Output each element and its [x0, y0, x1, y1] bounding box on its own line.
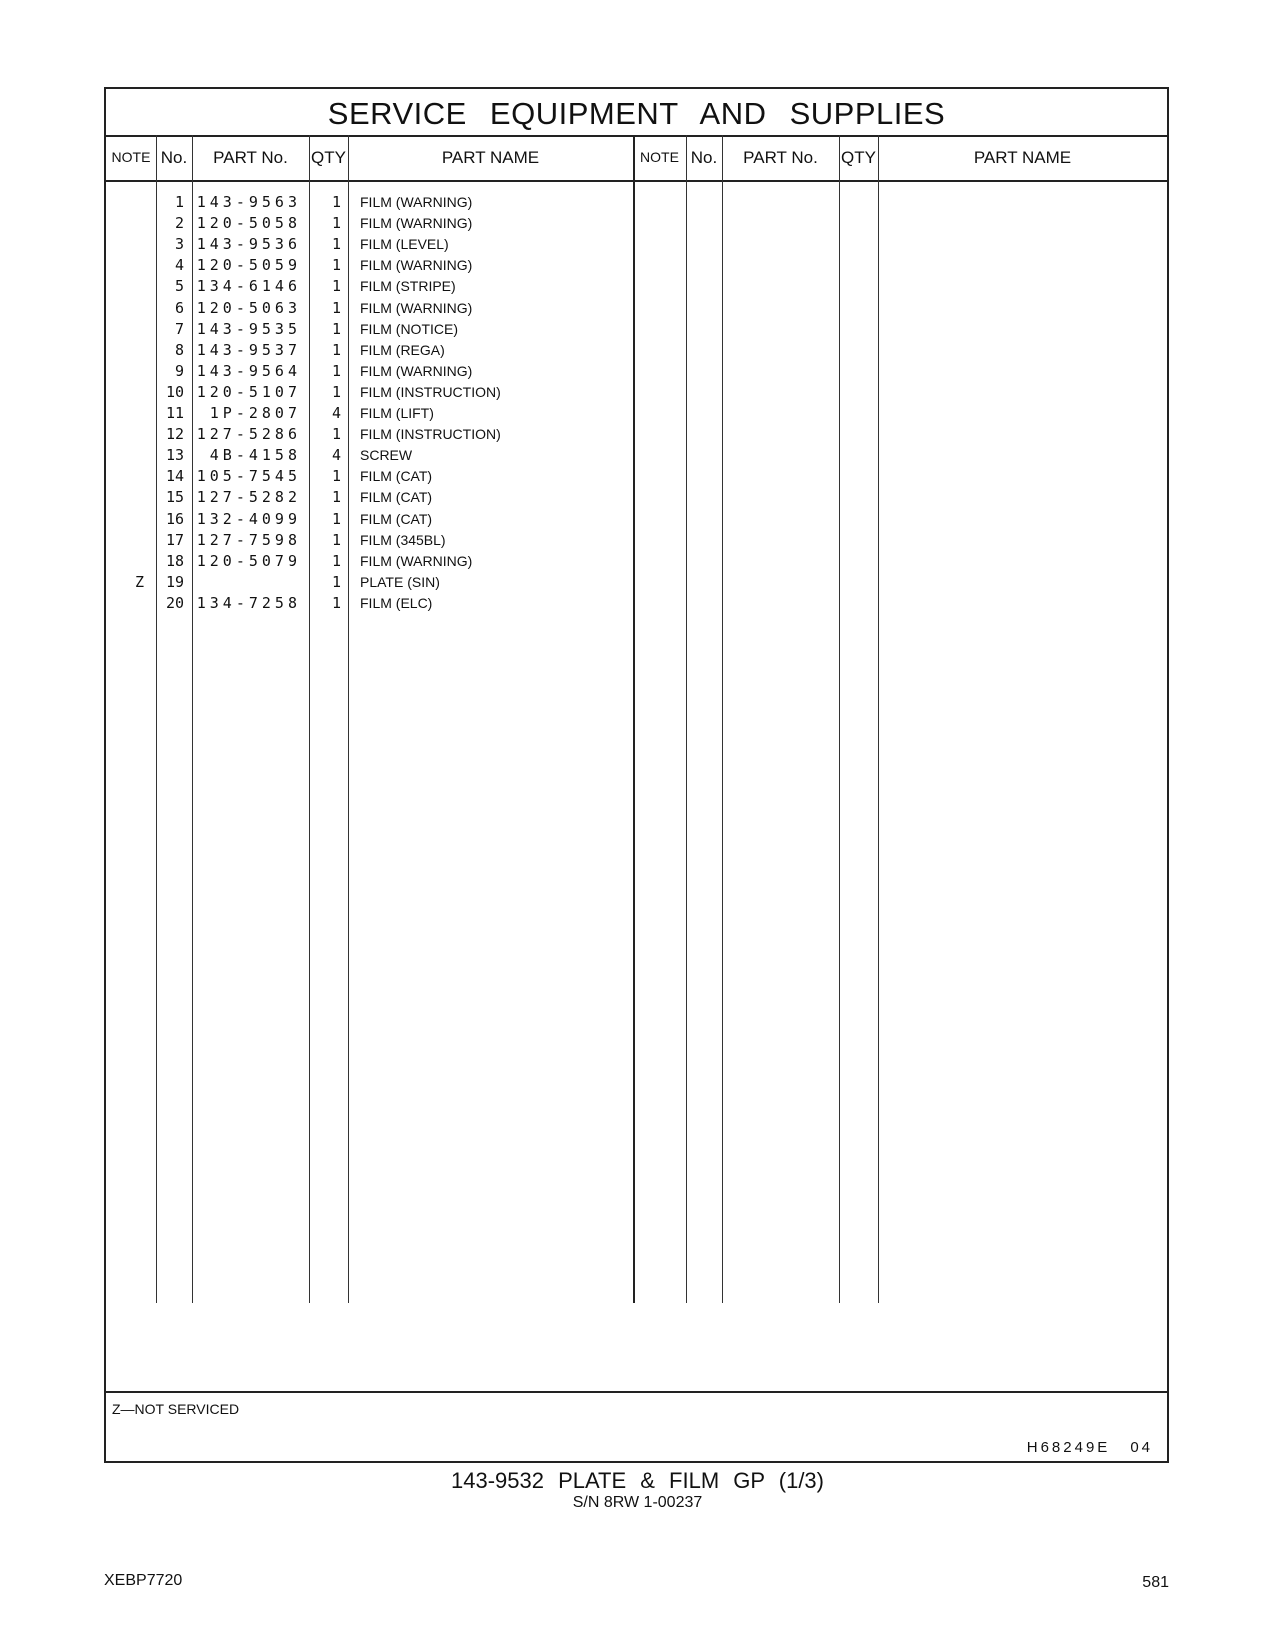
- row-part-name: FILM (CAT): [360, 468, 433, 485]
- row-part-name: FILM (WARNING): [360, 215, 473, 232]
- table-row: [106, 510, 1167, 532]
- table-row: [106, 404, 1167, 426]
- row-quantity: 1: [331, 319, 341, 338]
- row-part-name: FILM (INSTRUCTION): [360, 383, 501, 400]
- row-number: 12: [165, 425, 184, 444]
- row-part-name: FILM (345BL): [360, 531, 446, 548]
- header-note-right: NOTE: [640, 149, 679, 165]
- row-part-number: 143-9537: [196, 340, 301, 359]
- table-row: [106, 214, 1167, 236]
- row-number: 20: [165, 593, 184, 612]
- row-number: 9: [174, 361, 184, 380]
- row-note: Z: [134, 572, 144, 591]
- row-quantity: 4: [331, 404, 341, 422]
- header-qty-left: QTY: [311, 148, 346, 167]
- row-number: 1: [174, 193, 184, 211]
- row-number: 11: [165, 404, 184, 422]
- table-row: [106, 552, 1167, 574]
- row-part-number: 143-9564: [196, 361, 301, 380]
- row-number: 6: [174, 298, 184, 317]
- row-part-name: FILM (WARNING): [360, 552, 473, 569]
- table-row: [106, 341, 1167, 363]
- group-caption: 143-9532 PLATE & FILM GP (1/3): [450, 1468, 824, 1493]
- row-quantity: 1: [331, 340, 341, 359]
- row-part-number: 1P-2807: [209, 404, 301, 422]
- header-note-left: NOTE: [111, 149, 151, 165]
- row-number: 18: [165, 551, 184, 570]
- footnote: Z—NOT SERVICED: [112, 1401, 240, 1417]
- drawing-number: H68249E: [1026, 1439, 1111, 1456]
- header-part-no-right: PART No.: [743, 148, 818, 167]
- serial-range: S/N 8RW 1-00237: [572, 1494, 703, 1511]
- row-quantity: 1: [331, 193, 341, 211]
- row-part-name: FILM (WARNING): [360, 257, 473, 274]
- row-number: 2: [174, 214, 184, 233]
- drawing-reference: [1007, 1439, 1153, 1456]
- row-quantity: 1: [331, 298, 341, 317]
- row-part-number: 143-9536: [196, 235, 301, 254]
- header-qty-right: QTY: [841, 148, 876, 167]
- page-title: SERVICE EQUIPMENT AND SUPPLIES: [106, 89, 1167, 137]
- header-part-name-right: PART NAME: [973, 148, 1072, 167]
- table-row: [106, 299, 1167, 321]
- row-part-number: 120-5079: [196, 551, 301, 570]
- row-number: 8: [174, 340, 184, 359]
- document-id: XEBP7720: [104, 1572, 183, 1589]
- row-quantity: 1: [331, 593, 341, 612]
- row-part-name: FILM (CAT): [360, 510, 433, 527]
- row-part-name: FILM (INSTRUCTION): [360, 426, 501, 443]
- row-part-name: FILM (WARNING): [360, 362, 473, 379]
- row-number: 14: [165, 467, 184, 486]
- row-number: 4: [174, 256, 184, 275]
- row-part-number: 120-5059: [196, 256, 301, 275]
- table-row: [106, 362, 1167, 384]
- parts-table-frame: [104, 87, 1169, 1463]
- table-row: [106, 383, 1167, 405]
- table-row: [106, 573, 1167, 595]
- table-row: [106, 446, 1167, 468]
- row-number: 15: [165, 488, 184, 507]
- row-part-name: PLATE (SIN): [360, 573, 440, 590]
- row-part-number: 4B-4158: [209, 446, 301, 465]
- row-part-number: 143-9535: [196, 319, 301, 338]
- row-quantity: 1: [331, 361, 341, 380]
- row-part-name: FILM (ELC): [360, 594, 433, 611]
- table-row: [106, 256, 1167, 278]
- row-number: 16: [165, 509, 184, 528]
- page-number: 581: [1142, 1574, 1169, 1591]
- row-quantity: 1: [331, 572, 341, 591]
- header-no-right: No.: [690, 148, 718, 167]
- row-part-number: 127-5282: [196, 488, 301, 507]
- row-part-name: FILM (NOTICE): [360, 320, 458, 337]
- row-part-number: 120-5058: [196, 214, 301, 233]
- row-part-number: 143-9563: [196, 193, 301, 211]
- row-part-number: 132-4099: [196, 509, 301, 528]
- row-part-number: 105-7545: [196, 467, 301, 486]
- table-row: [106, 320, 1167, 342]
- row-quantity: 1: [331, 488, 341, 507]
- header-no-left: No.: [160, 148, 188, 167]
- table-row: [106, 467, 1167, 489]
- table-row: [106, 488, 1167, 510]
- row-part-number: 134-7258: [196, 593, 301, 612]
- row-number: 13: [165, 446, 184, 465]
- row-quantity: 1: [331, 509, 341, 528]
- row-quantity: 1: [331, 277, 341, 296]
- table-row: [106, 425, 1167, 447]
- row-part-name: FILM (LIFT): [360, 405, 434, 421]
- row-quantity: 1: [331, 214, 341, 233]
- table-row: [106, 193, 1167, 215]
- row-quantity: 1: [331, 425, 341, 444]
- header-part-no-left: PART No.: [213, 148, 288, 167]
- row-part-name: FILM (WARNING): [360, 194, 473, 210]
- row-part-name: FILM (CAT): [360, 489, 433, 506]
- row-quantity: 1: [331, 530, 341, 549]
- table-row: [106, 594, 1167, 616]
- row-part-name: FILM (WARNING): [360, 299, 473, 316]
- row-part-number: 120-5063: [196, 298, 301, 317]
- footer-divider: [106, 1391, 1167, 1393]
- row-part-name: FILM (STRIPE): [360, 278, 456, 295]
- row-part-number: 127-7598: [196, 530, 301, 549]
- row-part-name: FILM (LEVEL): [360, 236, 449, 253]
- header-divider: [106, 180, 1167, 182]
- row-number: 5: [174, 277, 184, 296]
- header-part-name-left: PART NAME: [441, 148, 540, 167]
- row-number: 3: [174, 235, 184, 254]
- row-part-name: FILM (REGA): [360, 341, 445, 358]
- row-quantity: 1: [331, 551, 341, 570]
- table-row: [106, 235, 1167, 257]
- row-part-number: 127-5286: [196, 425, 301, 444]
- row-number: 17: [165, 530, 184, 549]
- row-quantity: 1: [331, 256, 341, 275]
- row-quantity: 1: [331, 467, 341, 486]
- row-part-name: SCREW: [360, 447, 413, 464]
- row-quantity: 1: [331, 382, 341, 401]
- row-number: 19: [165, 572, 184, 591]
- table-row: [106, 531, 1167, 553]
- row-part-number: 134-6146: [196, 277, 301, 296]
- row-part-number: 120-5107: [196, 382, 301, 401]
- table-row: [106, 277, 1167, 299]
- row-quantity: 4: [331, 446, 341, 465]
- row-number: 10: [165, 382, 184, 401]
- row-number: 7: [174, 319, 184, 338]
- row-quantity: 1: [331, 235, 341, 254]
- drawing-revision: 04: [1130, 1439, 1153, 1456]
